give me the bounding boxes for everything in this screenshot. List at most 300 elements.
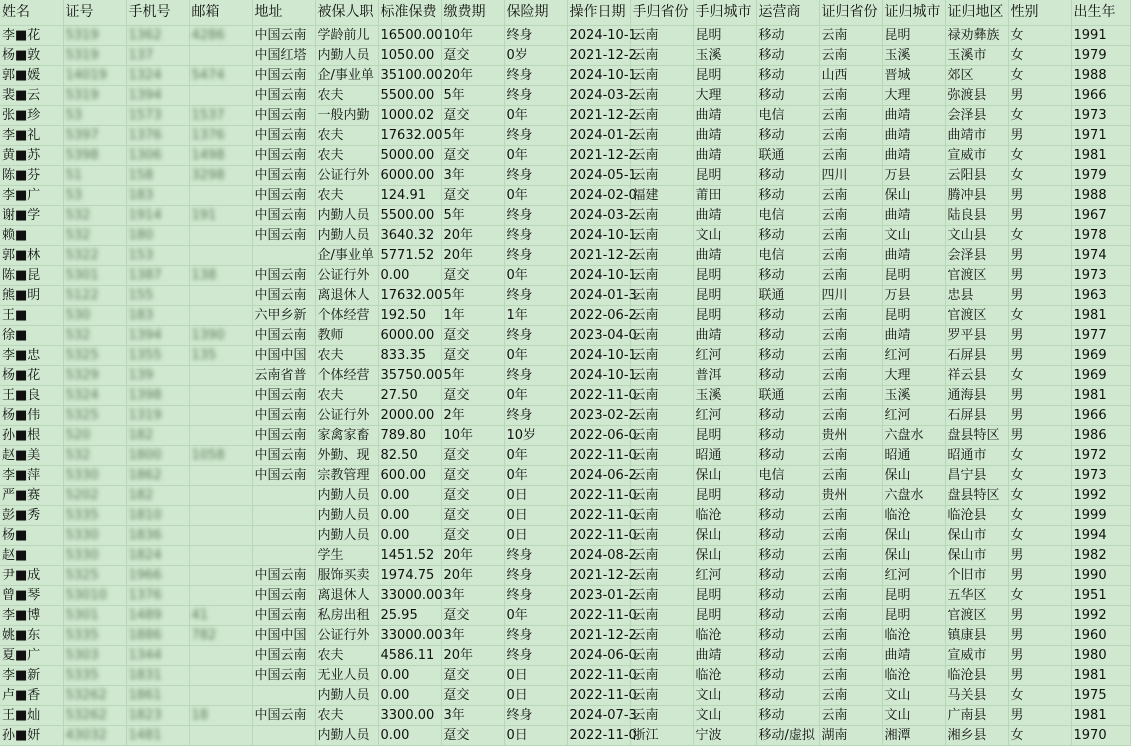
cell-phone[interactable]: 153 xyxy=(126,246,189,266)
cell-id-city[interactable]: 红河 xyxy=(882,566,945,586)
cell-phone-city[interactable]: 昆明 xyxy=(693,486,756,506)
cell-coverage-period[interactable]: 0年 xyxy=(504,106,567,126)
cell-email[interactable]: 138 xyxy=(189,266,252,286)
cell-id-province[interactable]: 云南 xyxy=(819,86,882,106)
cell-name[interactable]: 卢■香 xyxy=(0,686,63,706)
cell-id-district[interactable]: 盘县特区 xyxy=(945,486,1008,506)
cell-gender[interactable]: 男 xyxy=(1008,606,1071,626)
cell-carrier[interactable]: 移动 xyxy=(756,346,819,366)
cell-id-city[interactable]: 曲靖 xyxy=(882,126,945,146)
cell-occupation[interactable]: 农夫 xyxy=(315,646,378,666)
cell-phone-city[interactable]: 昭通 xyxy=(693,446,756,466)
cell-phone-city[interactable]: 昆明 xyxy=(693,586,756,606)
cell-premium[interactable]: 25.95 xyxy=(378,606,441,626)
cell-carrier[interactable]: 移动 xyxy=(756,326,819,346)
cell-premium[interactable]: 16500.00 xyxy=(378,26,441,46)
cell-phone[interactable]: 1862 xyxy=(126,466,189,486)
cell-carrier[interactable]: 移动 xyxy=(756,706,819,726)
cell-phone[interactable]: 1836 xyxy=(126,526,189,546)
table-row[interactable] xyxy=(0,466,1130,486)
cell-email[interactable] xyxy=(189,546,252,566)
cell-birth-year[interactable]: 1999 xyxy=(1071,506,1130,526)
cell-payment-period[interactable]: 1年 xyxy=(441,306,504,326)
cell-email[interactable] xyxy=(189,526,252,546)
table-row[interactable] xyxy=(0,686,1130,706)
cell-address[interactable]: 中国云南 xyxy=(252,126,315,146)
cell-operation-date[interactable]: 2024-10-1 xyxy=(567,226,630,246)
cell-phone-province[interactable]: 云南 xyxy=(630,126,693,146)
cell-coverage-period[interactable]: 终身 xyxy=(504,366,567,386)
cell-payment-period[interactable]: 趸交 xyxy=(441,686,504,706)
cell-birth-year[interactable]: 1969 xyxy=(1071,346,1130,366)
cell-phone-province[interactable]: 云南 xyxy=(630,686,693,706)
cell-phone[interactable]: 1489 xyxy=(126,606,189,626)
cell-phone[interactable]: 1914 xyxy=(126,206,189,226)
cell-occupation[interactable]: 企/事业单 xyxy=(315,246,378,266)
cell-phone[interactable]: 155 xyxy=(126,286,189,306)
cell-id-district[interactable]: 石屏县 xyxy=(945,406,1008,426)
cell-phone[interactable]: 1387 xyxy=(126,266,189,286)
cell-address[interactable]: 中国云南 xyxy=(252,326,315,346)
cell-gender[interactable]: 女 xyxy=(1008,586,1071,606)
cell-id-district[interactable]: 会泽县 xyxy=(945,246,1008,266)
cell-gender[interactable]: 男 xyxy=(1008,386,1071,406)
cell-premium[interactable]: 833.35 xyxy=(378,346,441,366)
cell-birth-year[interactable]: 1978 xyxy=(1071,226,1130,246)
cell-phone[interactable]: 139 xyxy=(126,366,189,386)
cell-name[interactable]: 尹■成 xyxy=(0,566,63,586)
cell-carrier[interactable]: 移动 xyxy=(756,546,819,566)
cell-phone[interactable]: 1823 xyxy=(126,706,189,726)
cell-id-province[interactable]: 云南 xyxy=(819,386,882,406)
cell-phone-city[interactable]: 普洱 xyxy=(693,366,756,386)
cell-premium[interactable]: 35750.00 xyxy=(378,366,441,386)
cell-coverage-period[interactable]: 终身 xyxy=(504,626,567,646)
cell-id-city[interactable]: 曲靖 xyxy=(882,326,945,346)
cell-email[interactable]: 1537 xyxy=(189,106,252,126)
cell-phone-province[interactable]: 云南 xyxy=(630,606,693,626)
cell-id-district[interactable]: 通海县 xyxy=(945,386,1008,406)
table-row[interactable] xyxy=(0,646,1130,666)
cell-address[interactable] xyxy=(252,726,315,746)
cell-occupation[interactable]: 宗教管理 xyxy=(315,466,378,486)
cell-phone[interactable]: 183 xyxy=(126,306,189,326)
cell-id-city[interactable]: 临沧 xyxy=(882,666,945,686)
cell-birth-year[interactable]: 1969 xyxy=(1071,366,1130,386)
cell-id-city[interactable]: 大理 xyxy=(882,366,945,386)
cell-payment-period[interactable]: 趸交 xyxy=(441,386,504,406)
cell-carrier[interactable]: 移动 xyxy=(756,186,819,206)
table-row[interactable] xyxy=(0,146,1130,166)
cell-id-number[interactable]: 53262 xyxy=(63,686,126,706)
cell-id-city[interactable]: 曲靖 xyxy=(882,146,945,166)
cell-id-province[interactable]: 云南 xyxy=(819,266,882,286)
cell-payment-period[interactable]: 20年 xyxy=(441,566,504,586)
cell-id-number[interactable]: 5322 xyxy=(63,246,126,266)
cell-id-number[interactable]: 5330 xyxy=(63,526,126,546)
cell-premium[interactable]: 33000.00 xyxy=(378,586,441,606)
cell-phone-city[interactable]: 昆明 xyxy=(693,606,756,626)
cell-phone-province[interactable]: 云南 xyxy=(630,66,693,86)
cell-gender[interactable]: 男 xyxy=(1008,266,1071,286)
cell-birth-year[interactable]: 1981 xyxy=(1071,146,1130,166)
cell-operation-date[interactable]: 2022-11-0 xyxy=(567,686,630,706)
cell-id-number[interactable]: 5329 xyxy=(63,366,126,386)
cell-id-district[interactable]: 湘乡县 xyxy=(945,726,1008,746)
cell-id-district[interactable]: 保山市 xyxy=(945,526,1008,546)
cell-birth-year[interactable]: 1981 xyxy=(1071,306,1130,326)
cell-premium[interactable]: 0.00 xyxy=(378,686,441,706)
cell-email[interactable]: 3298 xyxy=(189,166,252,186)
cell-premium[interactable]: 5500.00 xyxy=(378,206,441,226)
cell-gender[interactable]: 女 xyxy=(1008,166,1071,186)
cell-premium[interactable]: 789.80 xyxy=(378,426,441,446)
cell-id-city[interactable]: 保山 xyxy=(882,526,945,546)
cell-occupation[interactable]: 农夫 xyxy=(315,386,378,406)
cell-address[interactable]: 中国云南 xyxy=(252,186,315,206)
cell-occupation[interactable]: 内勤人员 xyxy=(315,526,378,546)
cell-gender[interactable]: 女 xyxy=(1008,106,1071,126)
cell-phone-province[interactable]: 云南 xyxy=(630,586,693,606)
cell-phone-province[interactable]: 云南 xyxy=(630,406,693,426)
cell-id-province[interactable]: 云南 xyxy=(819,346,882,366)
header-premium[interactable]: 标准保费 xyxy=(378,0,441,26)
cell-coverage-period[interactable]: 0年 xyxy=(504,186,567,206)
cell-operation-date[interactable]: 2024-10-1 xyxy=(567,266,630,286)
cell-email[interactable]: 1376 xyxy=(189,126,252,146)
cell-payment-period[interactable]: 趸交 xyxy=(441,106,504,126)
cell-carrier[interactable]: 移动 xyxy=(756,26,819,46)
cell-premium[interactable]: 4586.11 xyxy=(378,646,441,666)
cell-gender[interactable]: 男 xyxy=(1008,246,1071,266)
cell-address[interactable]: 中国云南 xyxy=(252,566,315,586)
cell-operation-date[interactable]: 2024-08-2 xyxy=(567,546,630,566)
cell-id-province[interactable]: 云南 xyxy=(819,406,882,426)
cell-address[interactable]: 中国云南 xyxy=(252,106,315,126)
cell-email[interactable]: 1498 xyxy=(189,146,252,166)
cell-phone-province[interactable]: 云南 xyxy=(630,486,693,506)
cell-phone[interactable]: 183 xyxy=(126,186,189,206)
cell-id-district[interactable]: 宣威市 xyxy=(945,146,1008,166)
cell-occupation[interactable]: 公证行外 xyxy=(315,406,378,426)
cell-phone-city[interactable]: 宁波 xyxy=(693,726,756,746)
header-email[interactable]: 邮箱 xyxy=(189,0,252,26)
cell-id-number[interactable]: 520 xyxy=(63,426,126,446)
cell-occupation[interactable]: 农夫 xyxy=(315,86,378,106)
cell-email[interactable]: 135 xyxy=(189,346,252,366)
cell-email[interactable]: 4286 xyxy=(189,26,252,46)
cell-address[interactable]: 中国云南 xyxy=(252,446,315,466)
cell-birth-year[interactable]: 1982 xyxy=(1071,546,1130,566)
cell-phone-city[interactable]: 保山 xyxy=(693,466,756,486)
cell-id-number[interactable]: 530 xyxy=(63,306,126,326)
cell-birth-year[interactable]: 1963 xyxy=(1071,286,1130,306)
cell-gender[interactable]: 女 xyxy=(1008,726,1071,746)
cell-email[interactable] xyxy=(189,86,252,106)
cell-phone-province[interactable]: 云南 xyxy=(630,526,693,546)
cell-email[interactable]: 191 xyxy=(189,206,252,226)
cell-id-province[interactable]: 云南 xyxy=(819,606,882,626)
cell-occupation[interactable]: 离退休人 xyxy=(315,586,378,606)
cell-id-city[interactable]: 六盘水 xyxy=(882,486,945,506)
cell-gender[interactable]: 男 xyxy=(1008,566,1071,586)
cell-payment-period[interactable]: 趸交 xyxy=(441,666,504,686)
cell-gender[interactable]: 男 xyxy=(1008,286,1071,306)
cell-address[interactable]: 六甲乡新 xyxy=(252,306,315,326)
cell-carrier[interactable]: 电信 xyxy=(756,466,819,486)
cell-gender[interactable]: 男 xyxy=(1008,126,1071,146)
cell-address[interactable]: 中国红塔 xyxy=(252,46,315,66)
cell-id-province[interactable]: 云南 xyxy=(819,446,882,466)
cell-phone[interactable]: 137 xyxy=(126,46,189,66)
cell-operation-date[interactable]: 2024-10-1 xyxy=(567,66,630,86)
cell-premium[interactable]: 5500.00 xyxy=(378,86,441,106)
cell-address[interactable]: 中国云南 xyxy=(252,286,315,306)
cell-id-province[interactable]: 云南 xyxy=(819,706,882,726)
cell-birth-year[interactable]: 1977 xyxy=(1071,326,1130,346)
cell-birth-year[interactable]: 1973 xyxy=(1071,466,1130,486)
cell-id-district[interactable]: 曲靖市 xyxy=(945,126,1008,146)
table-row[interactable] xyxy=(0,26,1130,46)
cell-payment-period[interactable]: 趸交 xyxy=(441,606,504,626)
cell-phone-province[interactable]: 云南 xyxy=(630,466,693,486)
cell-occupation[interactable]: 内勤人员 xyxy=(315,206,378,226)
cell-premium[interactable]: 82.50 xyxy=(378,446,441,466)
cell-phone[interactable]: 182 xyxy=(126,486,189,506)
cell-occupation[interactable]: 内勤人员 xyxy=(315,726,378,746)
cell-id-district[interactable]: 镇康县 xyxy=(945,626,1008,646)
cell-phone-city[interactable]: 昆明 xyxy=(693,266,756,286)
table-row[interactable] xyxy=(0,526,1130,546)
header-operation-date[interactable]: 操作日期 xyxy=(567,0,630,26)
cell-id-province[interactable]: 贵州 xyxy=(819,426,882,446)
cell-phone[interactable]: 1376 xyxy=(126,126,189,146)
cell-email[interactable] xyxy=(189,666,252,686)
cell-coverage-period[interactable]: 0年 xyxy=(504,146,567,166)
cell-carrier[interactable]: 移动 xyxy=(756,606,819,626)
cell-name[interactable]: 严■赛 xyxy=(0,486,63,506)
cell-premium[interactable]: 3300.00 xyxy=(378,706,441,726)
cell-id-district[interactable]: 腾冲县 xyxy=(945,186,1008,206)
cell-id-number[interactable]: 5330 xyxy=(63,466,126,486)
cell-id-city[interactable]: 玉溪 xyxy=(882,46,945,66)
cell-phone-province[interactable]: 云南 xyxy=(630,166,693,186)
cell-id-district[interactable]: 陆良县 xyxy=(945,206,1008,226)
cell-id-city[interactable]: 昆明 xyxy=(882,266,945,286)
cell-id-province[interactable]: 四川 xyxy=(819,286,882,306)
table-row[interactable] xyxy=(0,666,1130,686)
cell-id-district[interactable]: 弥渡县 xyxy=(945,86,1008,106)
cell-email[interactable]: 18 xyxy=(189,706,252,726)
cell-id-number[interactable]: 5202 xyxy=(63,486,126,506)
cell-phone-city[interactable]: 曲靖 xyxy=(693,106,756,126)
header-carrier[interactable]: 运营商 xyxy=(756,0,819,26)
cell-occupation[interactable]: 农夫 xyxy=(315,126,378,146)
cell-id-number[interactable]: 532 xyxy=(63,206,126,226)
cell-coverage-period[interactable]: 0年 xyxy=(504,466,567,486)
cell-id-number[interactable]: 5319 xyxy=(63,26,126,46)
cell-id-number[interactable]: 53010 xyxy=(63,586,126,606)
cell-phone-province[interactable]: 云南 xyxy=(630,546,693,566)
cell-id-district[interactable]: 昭通市 xyxy=(945,446,1008,466)
cell-id-district[interactable]: 宣威市 xyxy=(945,646,1008,666)
header-id-province[interactable]: 证归省份 xyxy=(819,0,882,26)
cell-premium[interactable]: 192.50 xyxy=(378,306,441,326)
cell-id-number[interactable]: 5122 xyxy=(63,286,126,306)
cell-phone[interactable]: 158 xyxy=(126,166,189,186)
cell-id-number[interactable]: 5325 xyxy=(63,346,126,366)
cell-address[interactable]: 中国云南 xyxy=(252,266,315,286)
cell-coverage-period[interactable]: 0岁 xyxy=(504,46,567,66)
cell-name[interactable]: 夏■广 xyxy=(0,646,63,666)
cell-address[interactable]: 中国云南 xyxy=(252,26,315,46)
cell-payment-period[interactable]: 趸交 xyxy=(441,506,504,526)
cell-phone-province[interactable]: 云南 xyxy=(630,666,693,686)
cell-birth-year[interactable]: 1966 xyxy=(1071,406,1130,426)
cell-id-province[interactable]: 云南 xyxy=(819,646,882,666)
table-row[interactable] xyxy=(0,586,1130,606)
cell-gender[interactable]: 女 xyxy=(1008,26,1071,46)
cell-name[interactable]: 赵■美 xyxy=(0,446,63,466)
cell-payment-period[interactable]: 趸交 xyxy=(441,346,504,366)
cell-email[interactable] xyxy=(189,186,252,206)
cell-phone-province[interactable]: 云南 xyxy=(630,646,693,666)
cell-occupation[interactable]: 服饰买卖 xyxy=(315,566,378,586)
cell-name[interactable]: 熊■明 xyxy=(0,286,63,306)
cell-occupation[interactable]: 外勤、现 xyxy=(315,446,378,466)
cell-birth-year[interactable]: 1980 xyxy=(1071,646,1130,666)
cell-name[interactable]: 赖■ xyxy=(0,226,63,246)
cell-address[interactable]: 中国云南 xyxy=(252,466,315,486)
cell-address[interactable]: 中国云南 xyxy=(252,606,315,626)
cell-gender[interactable]: 女 xyxy=(1008,486,1071,506)
cell-name[interactable]: 郭■林 xyxy=(0,246,63,266)
table-row[interactable] xyxy=(0,66,1130,86)
cell-occupation[interactable]: 个体经营 xyxy=(315,366,378,386)
cell-id-province[interactable]: 云南 xyxy=(819,106,882,126)
cell-operation-date[interactable]: 2022-06-2 xyxy=(567,306,630,326)
cell-address[interactable]: 中国云南 xyxy=(252,146,315,166)
cell-occupation[interactable]: 农夫 xyxy=(315,706,378,726)
cell-birth-year[interactable]: 1991 xyxy=(1071,26,1130,46)
cell-address[interactable]: 中国云南 xyxy=(252,226,315,246)
cell-occupation[interactable]: 公证行外 xyxy=(315,266,378,286)
cell-email[interactable] xyxy=(189,646,252,666)
cell-phone-city[interactable]: 大理 xyxy=(693,86,756,106)
cell-premium[interactable]: 27.50 xyxy=(378,386,441,406)
cell-coverage-period[interactable]: 0年 xyxy=(504,446,567,466)
cell-birth-year[interactable]: 1951 xyxy=(1071,586,1130,606)
cell-birth-year[interactable]: 1994 xyxy=(1071,526,1130,546)
cell-id-city[interactable]: 万县 xyxy=(882,286,945,306)
cell-name[interactable]: 姚■东 xyxy=(0,626,63,646)
cell-name[interactable]: 徐■ xyxy=(0,326,63,346)
cell-occupation[interactable]: 私房出租 xyxy=(315,606,378,626)
cell-premium[interactable]: 0.00 xyxy=(378,506,441,526)
cell-address[interactable]: 中国云南 xyxy=(252,706,315,726)
table-row[interactable] xyxy=(0,506,1130,526)
cell-phone-province[interactable]: 云南 xyxy=(630,86,693,106)
cell-phone-province[interactable]: 云南 xyxy=(630,706,693,726)
cell-email[interactable] xyxy=(189,686,252,706)
cell-id-district[interactable]: 马关县 xyxy=(945,686,1008,706)
cell-premium[interactable]: 600.00 xyxy=(378,466,441,486)
cell-phone-city[interactable]: 曲靖 xyxy=(693,206,756,226)
cell-address[interactable]: 中国云南 xyxy=(252,206,315,226)
cell-premium[interactable]: 1451.52 xyxy=(378,546,441,566)
cell-address[interactable]: 中国云南 xyxy=(252,666,315,686)
cell-email[interactable] xyxy=(189,406,252,426)
cell-id-province[interactable]: 湖南 xyxy=(819,726,882,746)
cell-email[interactable]: 41 xyxy=(189,606,252,626)
cell-email[interactable] xyxy=(189,286,252,306)
cell-id-city[interactable]: 保山 xyxy=(882,546,945,566)
cell-operation-date[interactable]: 2021-12-2 xyxy=(567,46,630,66)
cell-phone-city[interactable]: 昆明 xyxy=(693,26,756,46)
cell-payment-period[interactable]: 20年 xyxy=(441,646,504,666)
cell-id-number[interactable]: 5330 xyxy=(63,546,126,566)
cell-phone-province[interactable]: 浙江 xyxy=(630,726,693,746)
cell-phone-province[interactable]: 云南 xyxy=(630,246,693,266)
cell-birth-year[interactable]: 1992 xyxy=(1071,486,1130,506)
cell-payment-period[interactable]: 趸交 xyxy=(441,446,504,466)
table-row[interactable] xyxy=(0,486,1130,506)
cell-operation-date[interactable]: 2024-06-2 xyxy=(567,466,630,486)
cell-name[interactable]: 李■博 xyxy=(0,606,63,626)
cell-gender[interactable]: 女 xyxy=(1008,466,1071,486)
cell-id-province[interactable]: 云南 xyxy=(819,186,882,206)
cell-id-city[interactable]: 临沧 xyxy=(882,506,945,526)
cell-email[interactable]: 1058 xyxy=(189,446,252,466)
cell-coverage-period[interactable]: 终身 xyxy=(504,566,567,586)
cell-coverage-period[interactable]: 0日 xyxy=(504,506,567,526)
cell-phone-city[interactable]: 保山 xyxy=(693,546,756,566)
cell-id-province[interactable]: 云南 xyxy=(819,626,882,646)
cell-payment-period[interactable]: 3年 xyxy=(441,706,504,726)
cell-id-city[interactable]: 曲靖 xyxy=(882,206,945,226)
cell-gender[interactable]: 男 xyxy=(1008,326,1071,346)
cell-email[interactable]: 782 xyxy=(189,626,252,646)
cell-payment-period[interactable]: 2年 xyxy=(441,406,504,426)
cell-premium[interactable]: 5771.52 xyxy=(378,246,441,266)
cell-gender[interactable]: 男 xyxy=(1008,706,1071,726)
cell-carrier[interactable]: 电信 xyxy=(756,246,819,266)
cell-coverage-period[interactable]: 终身 xyxy=(504,226,567,246)
cell-occupation[interactable]: 企/事业单 xyxy=(315,66,378,86)
cell-id-number[interactable]: 532 xyxy=(63,446,126,466)
cell-carrier[interactable]: 移动 xyxy=(756,46,819,66)
cell-id-province[interactable]: 贵州 xyxy=(819,486,882,506)
cell-address[interactable]: 中国中国 xyxy=(252,346,315,366)
cell-coverage-period[interactable]: 终身 xyxy=(504,126,567,146)
cell-phone[interactable]: 1800 xyxy=(126,446,189,466)
cell-phone-province[interactable]: 云南 xyxy=(630,146,693,166)
cell-id-city[interactable]: 保山 xyxy=(882,186,945,206)
cell-email[interactable] xyxy=(189,566,252,586)
cell-address[interactable]: 云南省普 xyxy=(252,366,315,386)
cell-gender[interactable]: 女 xyxy=(1008,146,1071,166)
cell-id-province[interactable]: 山西 xyxy=(819,66,882,86)
cell-gender[interactable]: 男 xyxy=(1008,406,1071,426)
cell-carrier[interactable]: 移动 xyxy=(756,406,819,426)
table-row[interactable] xyxy=(0,326,1130,346)
table-row[interactable] xyxy=(0,386,1130,406)
cell-email[interactable] xyxy=(189,366,252,386)
cell-premium[interactable]: 0.00 xyxy=(378,666,441,686)
cell-email[interactable] xyxy=(189,46,252,66)
cell-occupation[interactable]: 离退休人 xyxy=(315,286,378,306)
cell-phone-province[interactable]: 云南 xyxy=(630,426,693,446)
